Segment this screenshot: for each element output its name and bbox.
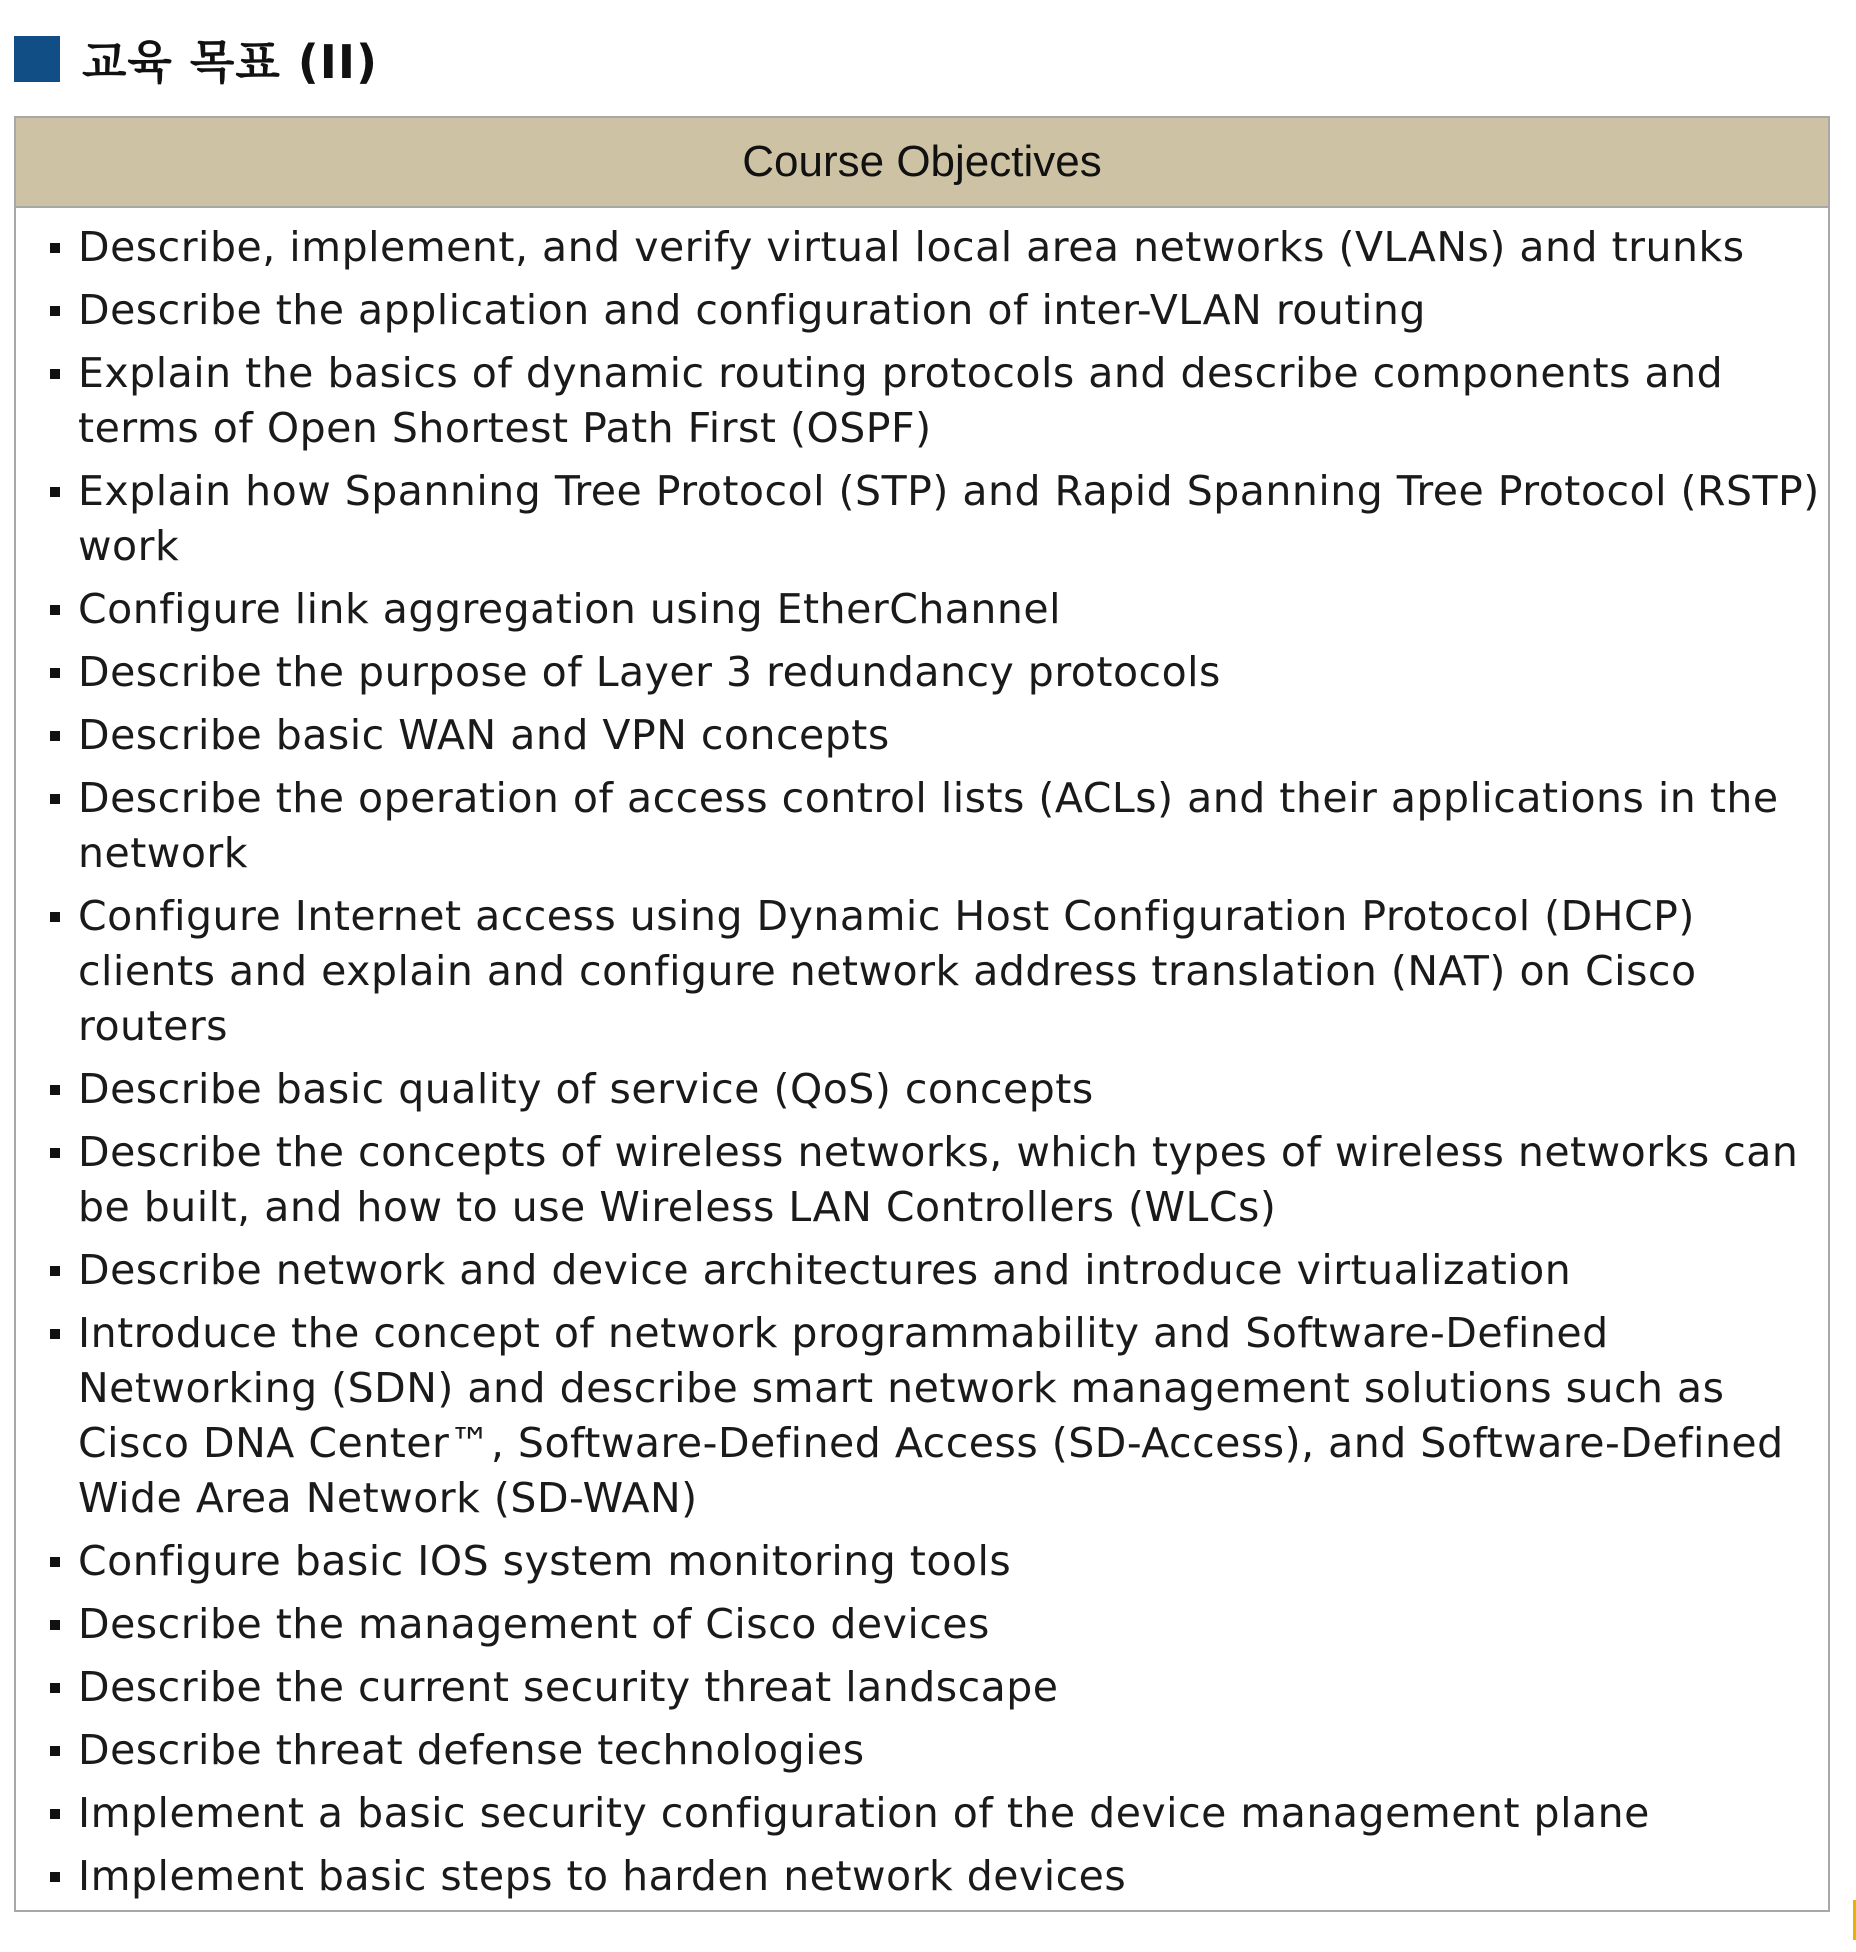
list-item: Describe network and device architectures and introduce virtualization [16,1243,1828,1298]
list-item: Configure link aggregation using EtherChannel [16,582,1828,637]
course-objectives-box [14,116,1830,1912]
objective-list [16,208,1828,1904]
list-item: Configure basic IOS system monitoring tools [16,1534,1828,1589]
box-header [16,118,1828,208]
list-item: Describe the concepts of wireless networks, which types of wireless networks can be built, and how to use Wireless LAN Controllers (WLCs) [16,1125,1828,1235]
list-item: Describe, implement, and verify virtual local area networks (VLANs) and trunks [16,220,1828,275]
list-item: Describe basic WAN and VPN concepts [16,708,1828,763]
list-item: Implement a basic security configuration of the device management plane [16,1786,1828,1841]
list-item: Describe the application and configuration of inter-VLAN routing [16,283,1828,338]
heading-square-icon [14,36,60,82]
list-item: Describe threat defense technologies [16,1723,1828,1778]
list-item: Describe basic quality of service (QoS) concepts [16,1062,1828,1117]
box-header-title: Course Objectives [742,137,1102,186]
list-item: Explain how Spanning Tree Protocol (STP) and Rapid Spanning Tree Protocol (RSTP) work [16,464,1828,574]
list-item: Describe the purpose of Layer 3 redundancy protocols [16,645,1828,700]
list-item: Describe the current security threat landscape [16,1660,1828,1715]
list-item: Implement basic steps to harden network devices [16,1849,1828,1904]
list-item: Introduce the concept of network programmability and Software-Defined Networking (SDN) and describe smart network management solutions such as Cisco DNA Center™, Software-Defined Access (SD-Access), and Software-Defined Wide Area Network (SD-WAN) [16,1306,1828,1526]
list-item: Explain the basics of dynamic routing protocols and describe components and terms of Open Shortest Path First (OSPF) [16,346,1828,456]
section-heading [14,24,378,94]
list-item: Configure Internet access using Dynamic Host Configuration Protocol (DHCP) clients and explain and configure network address translation (NAT) on Cisco routers [16,889,1828,1054]
list-item: Describe the management of Cisco devices [16,1597,1828,1652]
list-item: Describe the operation of access control lists (ACLs) and their applications in the network [16,771,1828,881]
heading-title: 교육 목표 (II) [82,35,379,89]
